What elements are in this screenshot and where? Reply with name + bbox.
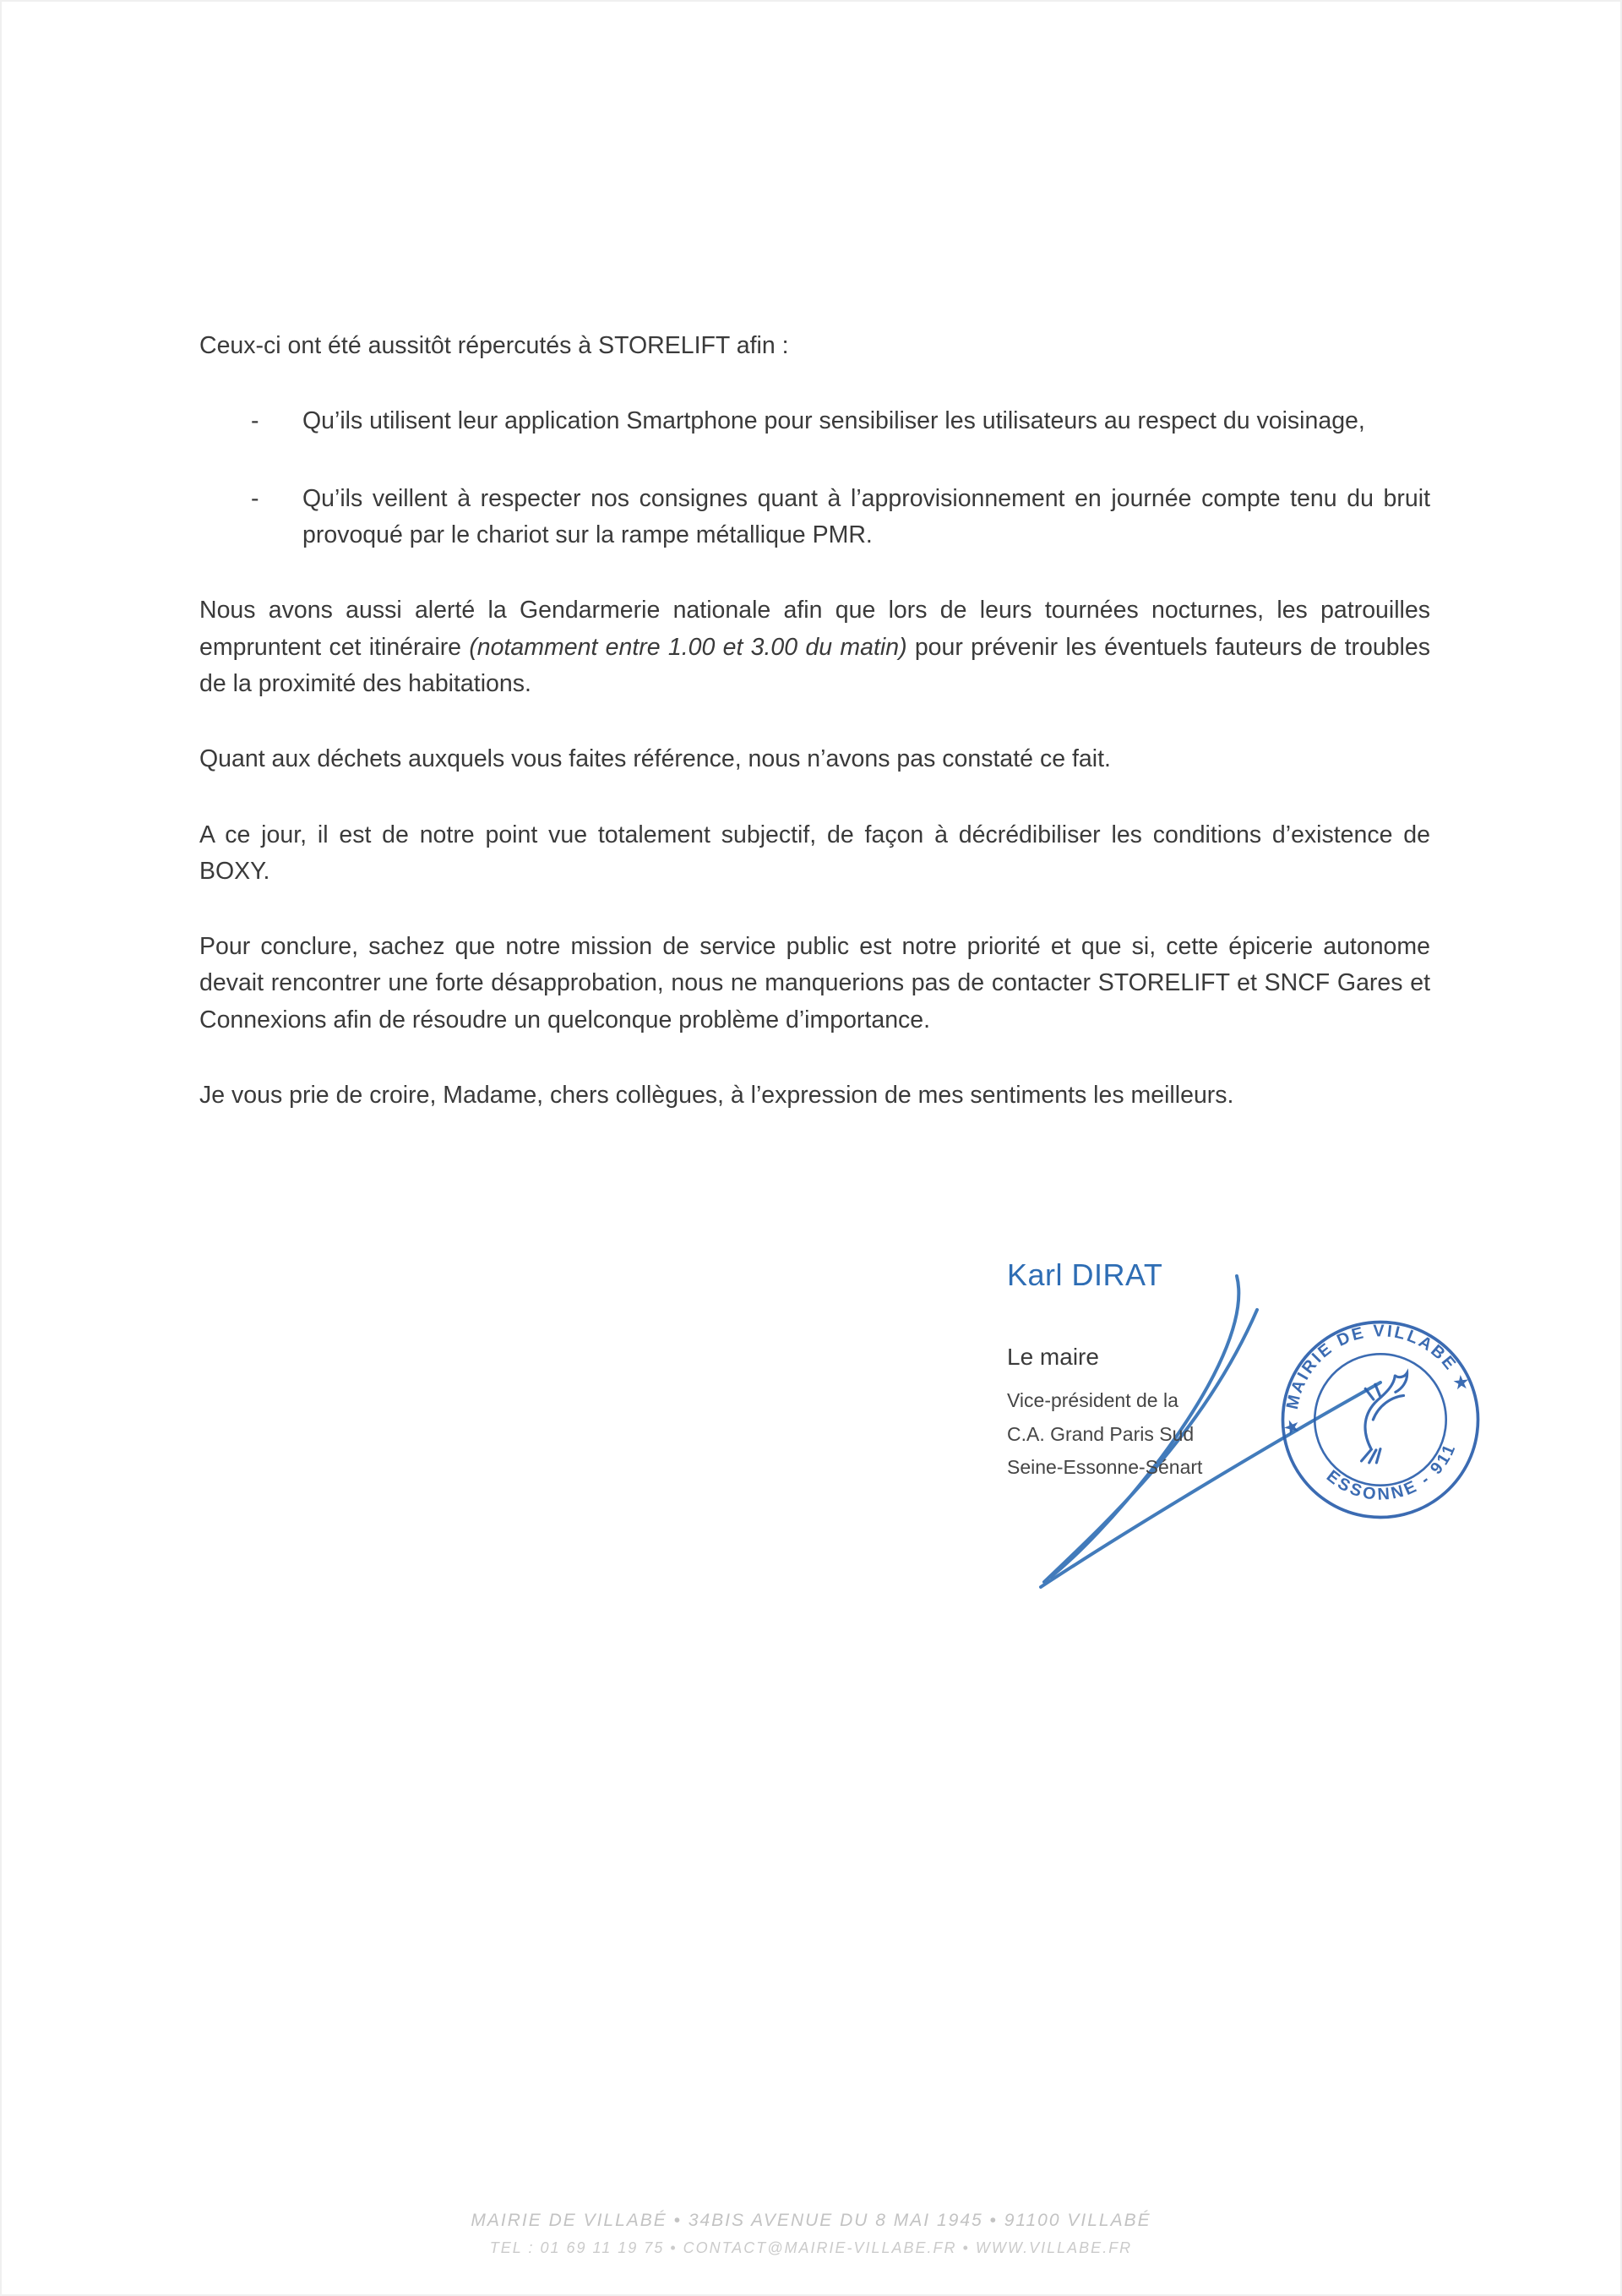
signature-subtitle-3: Seine-Essonne-Sénart — [1007, 1456, 1203, 1479]
bullet-text: Qu’ils utilisent leur application Smartphone pour sensibiliser les utilisateurs au respect du voisinage, — [302, 407, 1365, 435]
bullet-item — [199, 403, 1430, 439]
signature-name: Karl DIRAT — [1007, 1257, 1163, 1293]
stamp-top-text: ★ MAIRIE DE VILLABÉ ★ — [1282, 1322, 1473, 1436]
paragraph-gendarmerie — [199, 592, 1430, 702]
paragraph-gendarmerie-before: Nous avons aussi alerté la Gendarmerie nationale afin que lors de leurs tournées nocturnes, les patrouilles empruntent cet itinéraire — [199, 597, 1430, 661]
signature-block — [1007, 1257, 1202, 1485]
bullet-marker: - — [251, 407, 259, 435]
mairie-stamp — [1251, 1291, 1509, 1549]
bullet-text: Qu’ils veillent à respecter nos consignes quant à l’approvisionnement en journée compte tenu du bruit provoqué par le chariot sur la rampe métallique PMR. — [302, 484, 1430, 548]
svg-text:ESSONNE - 911 — [1320, 1437, 1470, 1519]
paragraph-salutation: Je vous prie de croire, Madame, chers collègues, à l’expression de mes sentiments les meilleurs. — [199, 1082, 1234, 1110]
paragraph-conclusion: Pour conclure, sachez que notre mission de service public est notre priorité et que si, cette épicerie autonome devait rencontrer une forte désapprobation, nous ne manquerions pas de contacter STORELIFT et SNCF Gares et Connexions afin de résoudre un quelconque problème d’importance. — [199, 933, 1430, 1033]
signature-title: Le maire — [1007, 1344, 1099, 1371]
bullet-item — [199, 481, 1430, 554]
paragraph-gendarmerie-italic: (notamment entre 1.00 et 3.00 du matin) — [469, 633, 907, 661]
paragraph-gendarmerie-after: pour prévenir les éventuels fauteurs de troubles de la proximité des habitations. — [199, 633, 1430, 697]
stamp-emblem — [1343, 1373, 1426, 1466]
footer-address: MAIRIE DE VILLABÉ • 34BIS AVENUE DU 8 MAI 1945 • 91100 VILLABÉ — [471, 2211, 1151, 2230]
paragraph-subjectif: A ce jour, il est de notre point vue totalement subjectif, de façon à décrédibiliser les conditions d’existence de BOXY. — [199, 821, 1430, 885]
footer-contact: TEL : 01 69 11 19 75 • CONTACT@MAIRIE-VILLABE.FR • WWW.VILLABE.FR — [489, 2239, 1133, 2256]
stamp-bottom-text: ESSONNE - 911 — [1322, 1440, 1461, 1505]
bullet-marker: - — [251, 484, 259, 512]
signature-subtitle-2: C.A. Grand Paris Sud — [1007, 1422, 1195, 1445]
footer — [0, 2211, 1622, 2257]
paragraph-dechets: Quant aux déchets auxquels vous faites référence, nous n’avons pas constaté ce fait. — [199, 745, 1111, 773]
signature-area — [199, 1257, 1473, 1781]
signature-ink — [199, 1257, 1430, 1781]
bullet-list — [199, 403, 1430, 554]
paragraph-intro: Ceux-ci ont été aussitôt répercutés à STORELIFT afin : — [199, 332, 789, 359]
signature-subtitle-1: Vice-président de la — [1007, 1389, 1178, 1412]
letter-body — [199, 328, 1473, 1781]
